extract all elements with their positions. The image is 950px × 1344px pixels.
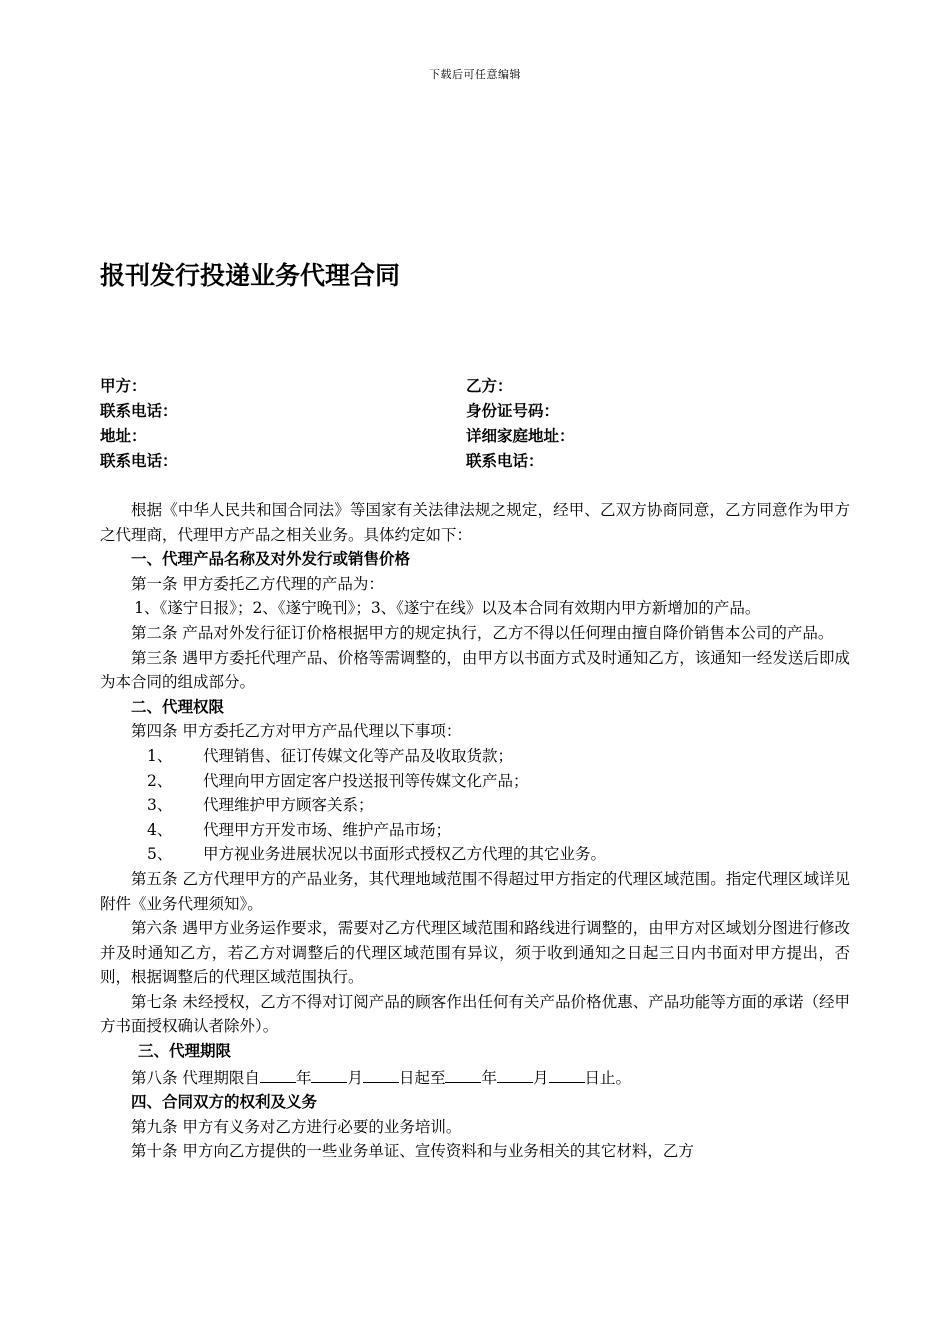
article-3: 第三条 遇甲方委托代理产品、价格等需调整的，由甲方以书面方式及时通知乙方，该通知一经发送后即成为本合同的组成部分。 (100, 648, 850, 692)
party-row (100, 449, 860, 474)
party-b-address-label: 详细家庭地址： (466, 427, 575, 445)
section-heading-1: 一、代理产品名称及对外发行或销售价格 (131, 550, 411, 569)
article-2: 第二条 产品对外发行征订价格根据甲方的规定执行，乙方不得以任何理由擅自降价销售本公司的产品。 (131, 623, 834, 642)
blank-underline (311, 1064, 347, 1083)
article-1: 第一条 甲方委托乙方代理的产品为： (131, 574, 384, 593)
article-8-unit: 日止。 (584, 1068, 632, 1087)
list-item (100, 793, 850, 818)
article-1-list: 1、《遂宁日报》；2、《遂宁晚刊》；3、《遂宁在线》以及本合同有效期内甲方新增加的产品。 (134, 599, 761, 618)
blank-underline (363, 1064, 399, 1083)
article-9: 第九条 甲方有义务对乙方进行必要的业务培训。 (131, 1117, 462, 1136)
article-8-prefix: 第八条 代理期限自 (131, 1068, 260, 1087)
article-7: 第七条 未经授权，乙方不得对订阅产品的顾客作出任何有关产品价格优惠、产品功能等方面的承诺（经甲方书面授权确认者除外）。 (100, 992, 850, 1036)
parties-block (100, 374, 860, 474)
article-8-unit: 日起至 (398, 1068, 446, 1087)
list-item-number: 2、 (147, 771, 173, 790)
list-item-number: 1、 (147, 746, 173, 765)
intro-paragraph: 根据《中华人民共和国合同法》等国家有关法律法规之规定，经甲、乙双方协商同意，乙方同意作为甲方之代理商，代理甲方产品之相关业务。具体约定如下： (100, 501, 850, 544)
article-8-unit: 月 (533, 1068, 549, 1087)
article-5: 第五条 乙方代理甲方的产品业务，其代理地域范围不得超过甲方指定的代理区域范围。指定代理区域详见附件《业务代理须知》。 (100, 869, 850, 913)
party-row (100, 399, 860, 424)
list-item-text: 代理维护甲方顾客关系； (203, 796, 374, 815)
blank-underline (497, 1064, 533, 1083)
list-item-number: 5、 (147, 845, 173, 864)
list-item (100, 744, 850, 769)
blank-underline (445, 1064, 481, 1083)
list-item (100, 818, 850, 843)
list-item (100, 842, 850, 867)
blank-underline (549, 1064, 585, 1083)
list-item-text: 甲方视业务进展状况以书面形式授权乙方代理的其它业务。 (203, 845, 607, 864)
party-b-id-label: 身份证号码： (466, 402, 560, 420)
section-heading-2: 二、代理权限 (131, 697, 225, 716)
list-item-text: 代理销售、征订传媒文化等产品及收取货款； (203, 746, 514, 765)
article-8 (100, 1064, 850, 1091)
party-row (100, 424, 860, 449)
list-item-number: 4、 (147, 820, 173, 839)
party-row (100, 374, 860, 399)
party-b-label: 乙方： (466, 377, 513, 395)
article-10: 第十条 甲方向乙方提供的一些业务单证、宣传资料和与业务相关的其它材料，乙方 (131, 1142, 694, 1161)
article-4: 第四条 甲方委托乙方对甲方产品代理以下事项： (131, 722, 462, 741)
list-item-text: 代理甲方开发市场、维护产品市场； (203, 820, 452, 839)
list-item (100, 769, 850, 794)
party-a-label: 甲方： (100, 377, 147, 395)
article-8-unit: 月 (347, 1068, 363, 1087)
party-a-address-label: 地址： (100, 427, 147, 445)
section-heading-3: 三、代理期限 (138, 1042, 232, 1061)
list-item-number: 3、 (147, 796, 173, 815)
party-b-phone-label: 联系电话： (466, 452, 544, 470)
blank-underline (260, 1064, 296, 1083)
contract-body (100, 498, 850, 1164)
party-a-phone-label: 联系电话： (100, 402, 178, 420)
article-8-unit: 年 (295, 1068, 312, 1087)
party-a-phone2-label: 联系电话： (100, 452, 178, 470)
list-item-text: 代理向甲方固定客户投送报刊等传媒文化产品； (203, 771, 529, 790)
section-heading-4: 四、合同双方的权利及义务 (131, 1093, 318, 1112)
article-6: 第六条 遇甲方业务运作要求，需要对乙方代理区域范围和路线进行调整的，由甲方对区域划分图进行修改并及时通知乙方，若乙方对调整后的代理区域范围有异议，须于收到通知之日起三日内书面对甲方提出，否则，根据调整后的代理区域范围执行。 (100, 919, 850, 987)
contract-title: 报刊发行投递业务代理合同 (100, 261, 401, 290)
header-note: 下载后可任意编辑 (429, 68, 521, 81)
article-8-unit: 年 (481, 1068, 497, 1087)
